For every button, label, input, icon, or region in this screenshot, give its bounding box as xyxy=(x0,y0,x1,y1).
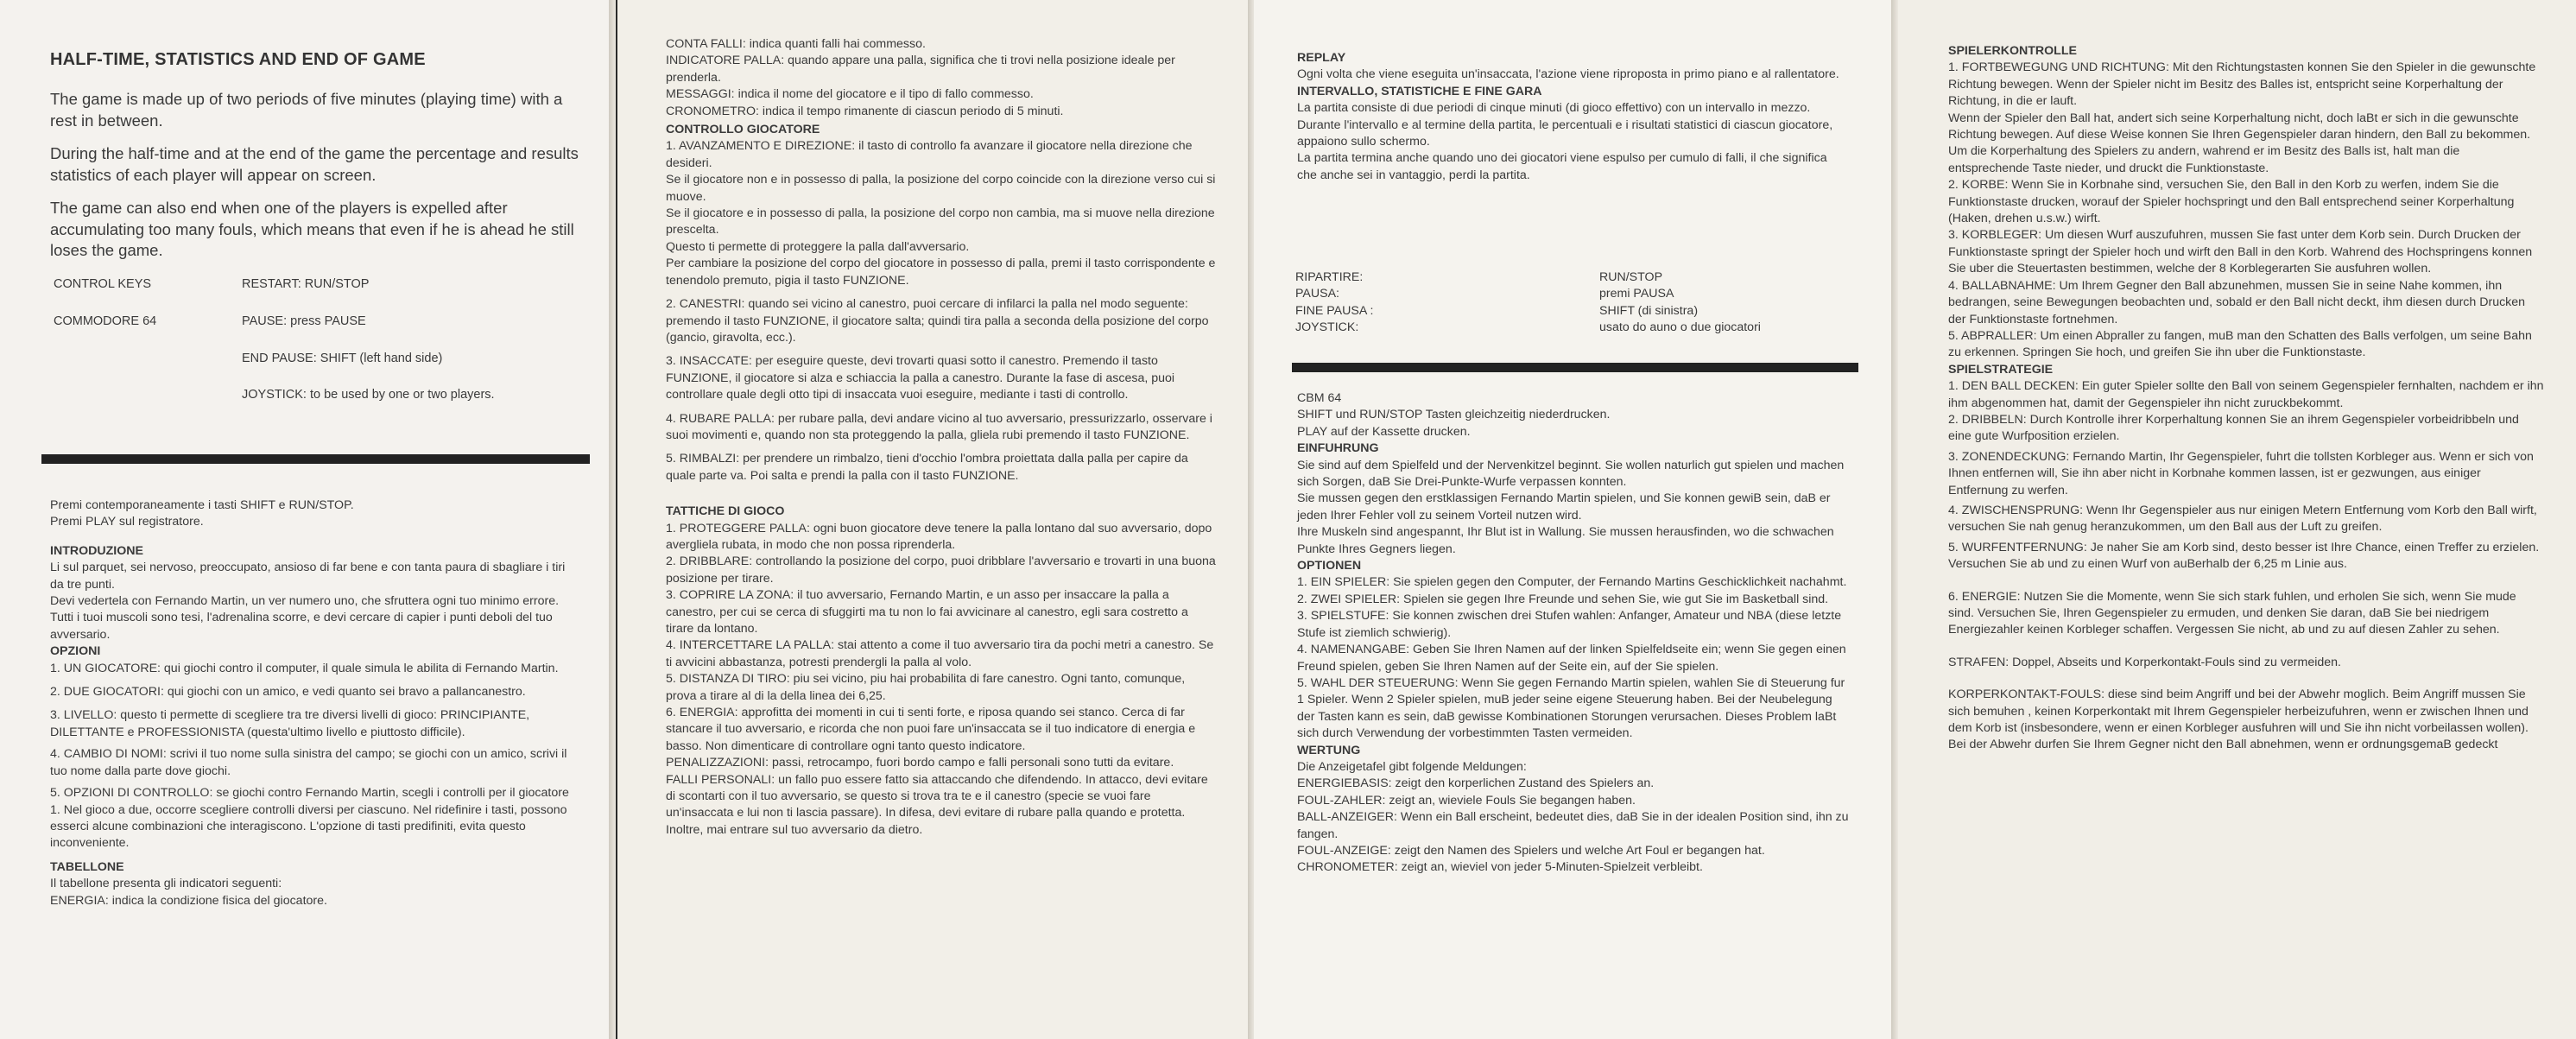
page-panel-1 xyxy=(0,0,615,1039)
list-item: 3. SPIELSTUFE: Sie konnen zwischen drei Stufen wahlen: Anfanger, Amateur und NBA (diese letzte Stufe ist ziemlich schwierig). xyxy=(1297,609,1842,640)
text-line: Ogni volta che viene eseguita un'insaccata, l'azione viene riproposta in primo piano e al rallentatore. xyxy=(1297,67,1839,82)
text-line: ENERGIA: indica la condizione fisica del giocatore. xyxy=(50,893,327,908)
text-line: Il tabellone presenta gli indicatori seguenti: xyxy=(50,877,282,891)
list-item: 2. DUE GIOCATORI: qui giochi con un amico, e vedi quanto sei bravo a pallancanestro. xyxy=(50,685,526,700)
text-line: Tutti i tuoi muscoli sono tesi, l'adrenalina scorre, e devi cercare di capier i punti deboli del tuo avversario. xyxy=(50,611,553,642)
section-heading: SPIELSTRATEGIE xyxy=(1948,362,2054,377)
key-value: usato do auno o due giocatori xyxy=(1599,320,1761,335)
list-item: 4. BALLABNAHME: Um Ihrem Gegner den Ball abzunehmen, mussen Sie in seine Nahe kommen, ihn bedrangen, seine Bewegungen beobachten und, sobald er den Ball nicht deckt, ihm diesen durch Drucken der Funktionstaste fortnehmen. xyxy=(1948,278,2526,326)
list-item: 1. FORTBEWEGUNG UND RICHTUNG: Mit den Richtungstasten konnen Sie den Spieler in die gewunschte Richtung bewegen. Wenn der Spieler nicht im Besitz des Balles ist, entspricht seine Korperhaltung der Richtung, in die er lauft. xyxy=(1948,60,2536,109)
key-value: SHIFT (di sinistra) xyxy=(1599,303,1699,318)
section-heading: TABELLONE xyxy=(50,859,124,874)
section-heading: OPZIONI xyxy=(50,644,101,659)
text-line: Questo ti permette di proteggere la palla dall'avversario. xyxy=(666,239,970,254)
key-label: JOYSTICK: xyxy=(1295,320,1359,335)
list-item: 6. ENERGIE: Nutzen Sie die Momente, wenn Sie sich stark fuhlen, und erholen Sie sich, wenn Sie mude sind. Versuchen Sie, Ihren Gegenspieler zu ermuden, und denken Sie daran, daB Sie bei niedrigem Energiezahler keinen Korbleger schaffen. Vergessen Sie nicht, ab und zu auf diesen Zahler zu sehen. xyxy=(1948,589,2516,637)
section-heading: INTERVALLO, STATISTICHE E FINE GARA xyxy=(1297,84,1542,98)
text-line: BALL-ANZEIGER: Wenn ein Ball erscheint, bedeutet dies, daB Sie in der idealen Position sind, ihn zu fangen. xyxy=(1297,810,1849,841)
page-fold xyxy=(609,0,616,1039)
text-line: FOUL-ZAHLER: zeigt an, wieviele Fouls Sie begangen haben. xyxy=(1297,793,1636,808)
paragraph: The game can also end when one of the players is expelled after accumulating too many fouls, which means that even if he is ahead he still loses the game. xyxy=(50,199,574,259)
text-line: STRAFEN: Doppel, Abseits und Korperkontakt-Fouls sind zu vermeiden. xyxy=(1948,655,2341,669)
end-pause-key: END PAUSE: SHIFT (left hand side) xyxy=(242,351,443,365)
list-item: 5. WURFENTFERNUNG: Je naher Sie am Korb sind, desto besser ist Ihre Chance, einen Treffer zu erzielen. Versuchen Sie ab und zu einen Wurf von auBerhalb der 6,25 m Linie aus. xyxy=(1948,540,2540,572)
text-line: Se il giocatore non e in possesso di palla, la posizione del corpo coincide con la direzione verso cui si muove. xyxy=(666,173,1216,204)
control-keys-label: CONTROL KEYS xyxy=(54,276,152,291)
list-item: 4. NAMENANGABE: Geben Sie Ihren Namen auf der linken Spielfeldseite ein; wenn Sie gegen einen Freund spielen, geben Sie Ihren Namen auf der Seite ein, auf der Sie spielen. xyxy=(1297,643,1846,674)
list-item: 1. DEN BALL DECKEN: Ein guter Spieler sollte den Ball von seinem Gegenspieler fernhalten, nachdem er ihn ihm abgenommen hat, damit der Gegenspieler ihn nicht zuruckbekommt. xyxy=(1948,379,2544,410)
key-label: PAUSA: xyxy=(1295,287,1339,301)
text-line: CHRONOMETER: zeigt an, wieviel von jeder 5-Minuten-Spielzeit verbleibt. xyxy=(1297,860,1703,875)
text-line: SHIFT und RUN/STOP Tasten gleichzeitig niederdrucken. xyxy=(1297,408,1611,422)
text-line: MESSAGGI: indica il nome del giocatore e il tipo di fallo commesso. xyxy=(666,87,1034,102)
list-item: 5. ABPRALLER: Um einen Abpraller zu fangen, muB man den Schatten des Balls verfolgen, um seine Bahn zu erkennen. Springen Sie hoch, und greifen Sie ihn uber die Funktionstaste. xyxy=(1948,328,2532,360)
list-item: 2. DRIBBELN: Durch Kontrolle ihrer Korperhaltung konnen Sie an ihrem Gegenspieler vorbeidribbeln und eine gute Wurfposition erzielen. xyxy=(1948,412,2519,444)
list-item: 3. INSACCATE: per eseguire queste, devi trovarti quasi sotto il canestro. Premendo il tasto FUNZIONE, il giocatore si alza e schiaccia la palla a canestro. Durante la fase di ascesa, puoi controllare quale degli otto tipi di insaccata vuoi eseguire, mediante i tasti di controllo. xyxy=(666,354,1175,402)
list-item: 3. COPRIRE LA ZONA: il tuo avversario, Fernando Martin, e un asso per insaccare la palla a canestro, per cui se cerca di sfuggirti ma tu non lo fai avvicinare al canestro, egli sara costretto a tirare da lontano. xyxy=(666,588,1188,636)
list-item: 2. CANESTRI: quando sei vicino al canestro, puoi cercare di infilarci la palla nel modo seguente: premendo il tasto FUNZIONE, il giocatore salta; quindi tira palla a seconda della posizione del corpo (gancio, giravolta, ecc.). xyxy=(666,297,1209,345)
page-panel-2 xyxy=(617,0,1250,1039)
key-value: premi PAUSA xyxy=(1599,287,1674,301)
text-line: Die Anzeigetafel gibt folgende Meldungen: xyxy=(1297,759,1527,774)
pause-key: PAUSE: press PAUSE xyxy=(242,314,366,328)
section-heading: EINFUHRUNG xyxy=(1297,441,1379,456)
list-item: 5. RIMBALZI: per prendere un rimbalzo, tieni d'occhio l'ombra proiettata dalla palla per capire da quale parte va. Poi salta e prendi la palla con il tasto FUNZIONE. xyxy=(666,452,1188,483)
section-heading: TATTICHE DI GIOCO xyxy=(666,504,785,519)
page-panel-3 xyxy=(1254,0,1893,1039)
text-line: CONTA FALLI: indica quanti falli hai commesso. xyxy=(666,37,926,51)
page-title: HALF-TIME, STATISTICS AND END OF GAME xyxy=(50,50,426,69)
divider-bar xyxy=(1292,363,1858,372)
section-heading: INTRODUZIONE xyxy=(50,543,143,558)
text-line: KORPERKONTAKT-FOULS: diese sind beim Angriff und bei der Abwehr moglich. Beim Angriff mussen Sie sich bemuhen , keinen Korperkontakt mit Ihrem Gegenspieler herbeizufuhren, wenn er zwischen Ihnen und dem Korb ist (insbesondere, wenn er einen Korbleger ausfuhren will und Sie ihn nicht vorbeilassen wollen). Bei der Abwehr durfen Sie Ihrem Gegner nicht den Ball abnehmen, wenn er ordnungsgemaB gedeckt xyxy=(1948,687,2529,752)
key-label: RIPARTIRE: xyxy=(1295,270,1364,284)
text-line: INDICATORE PALLA: quando appare una palla, significa che ti trovi nella posizione ideale per prenderla. xyxy=(666,54,1175,85)
key-label: FINE PAUSA : xyxy=(1295,303,1374,318)
list-item: 1. EIN SPIELER: Sie spielen gegen den Computer, der Fernando Martins Geschicklichkeit nachahmt. xyxy=(1297,575,1847,590)
text-line: Sie sind auf dem Spielfeld und der Nervenkitzel beginnt. Sie wollen naturlich gut spielen und machen sich Sorgen, daB Sie Drei-Punkte-Wurfe verpassen konnten. xyxy=(1297,458,1845,490)
list-item: 4. INTERCETTARE LA PALLA: stai attento a come il tuo avversario tira da pochi metri a canestro. Se ti avvicini abbastanza, potresti prendergli la palla al volo. xyxy=(666,638,1214,669)
list-item: 5. OPZIONI DI CONTROLLO: se giochi contro Fernando Martin, scegli i controlli per il giocatore 1. Nel gioco a due, occorre scegliere controlli diversi per ciascuno. Nel ridefinire i tasti, possono esserci alcune combinazioni che interagiscono. L'opzione di tasti predifiniti, evita questo inconveniente. xyxy=(50,786,569,851)
section-heading: CONTROLLO GIOCATORE xyxy=(666,123,820,137)
text-line: Sie mussen gegen den erstklassigen Fernando Martin spielen, und Sie konnen gewiB sein, daB er jeden Ihrer Fehler voll zu seinem Vorteil nutzen wird. xyxy=(1297,491,1831,523)
text-line: La partita consiste di due periodi di cinque minuti (di gioco effettivo) con un intervallo in mezzo. xyxy=(1297,101,1811,116)
key-value: RUN/STOP xyxy=(1599,270,1663,284)
text-line: Li sul parquet, sei nervoso, preoccupato, ansioso di far bene e con tanta paura di sbagliare i tiri da tre punti. xyxy=(50,561,566,592)
text-line: Durante l'intervallo e al termine della partita, le percentuali e i risultati statistici di ciascun giocatore, appaiono sullo schermo. xyxy=(1297,117,1833,149)
text-line: Premi contemporaneamente i tasti SHIFT e RUN/STOP. xyxy=(50,498,354,512)
list-item: 3. LIVELLO: questo ti permette di scegliere tra tre diversi livelli di gioco: PRINCIPIANTE, DILETTANTE e PROFESSIONISTA (questa'ultimo livello e piuttosto difficile). xyxy=(50,708,530,739)
list-item: 3. ZONENDECKUNG: Fernando Martin, Ihr Gegenspieler, fuhrt die tollsten Korbleger aus. Wenn er sich von Ihnen entfernen will, Sie ihn aber nicht in Korbnahe kommen lassen, ist er gezwungen, aus einiger Entfernung zu werfen. xyxy=(1948,449,2534,497)
list-item: 2. DRIBBLARE: controllando la posizione del corpo, puoi dribblare l'avversario e trovarti in una buona posizione per tirare. xyxy=(666,554,1216,586)
text-line: ENERGIEBASIS: zeigt den korperlichen Zustand des Spielers an. xyxy=(1297,776,1655,791)
list-item: 1. AVANZAMENTO E DIREZIONE: il tasto di controllo fa avanzare il giocatore nella direzione che desideri. xyxy=(666,139,1193,170)
page-fold xyxy=(1891,0,1898,1039)
paragraph: The game is made up of two periods of five minutes (playing time) with a rest in between. xyxy=(50,90,563,130)
text-line: CRONOMETRO: indica il tempo rimanente di ciascun periodo di 5 minuti. xyxy=(666,104,1064,118)
text-line: Wenn der Spieler den Ball hat, andert sich seine Korperhaltung nicht, doch laBt er sich in die gewunschte Richtung bewegen. Auf diese Weise konnen Sie Ihren Gegenspieler daran hindern, den Ball zu bekommen. Um die Korperhaltung des Spielers zu andern, wahrend er im Besitz des Balls ist, halt man die entsprechende Taste nieder, und druckt die Funktionstaste. xyxy=(1948,111,2531,175)
page-panel-4 xyxy=(1898,0,2576,1039)
section-heading: SPIELERKONTROLLE xyxy=(1948,44,2077,58)
text-line: PENALIZZAZIONI: passi, retrocampo, fuori bordo campo e falli personali sono tutti da evitare. xyxy=(666,756,1174,770)
text-line: Ihre Muskeln sind angespannt, Ihr Blut ist in Wallung. Sie mussen herausfinden, wo die schwachen Punkte Ihres Gegners liegen. xyxy=(1297,525,1834,556)
list-item: 3. KORBLEGER: Um diesen Wurf auszufuhren, mussen Sie fast unter dem Korb sein. Durch Drucken der Funktionstaste springt der Spieler hoch und wirft den Ball in den Korb. Wahrend des Hochspringens konnen Sie uber die Steuertasten bestimmen, welche der 8 Korblegerarten Sie ausfuhren wollen. xyxy=(1948,228,2533,276)
section-heading: OPTIONEN xyxy=(1297,559,1362,573)
divider-bar xyxy=(41,454,590,464)
text-line: La partita termina anche quando uno dei giocatori viene espulso per cumulo di falli, il che significa che anche sei in vantaggio, perdi la partita. xyxy=(1297,151,1827,182)
text-line: FALLI PERSONALI: un fallo puo essere fatto sia attaccando che difendendo. In attacco, devi evitare di scontarti con il tuo avversario, se questo si trova tra te e il canestro (specie se vuoi fare un'insaccata e lui non ti lascia passare). In difesa, devi evitare di rubare palla quando e protetta. Inoltre, mai entrare sul tuo avversario da dietro. xyxy=(666,772,1208,837)
text-line: Devi vedertela con Fernando Martin, un ver numero uno, che sfruttera ogni tuo minimo errore. xyxy=(50,594,560,609)
list-item: 4. ZWISCHENSPRUNG: Wenn Ihr Gegenspieler aus nur einigen Metern Entfernung vom Korb den Ball wirft, versuchen Sie nah genug heranzukommen, um den Ball aus der Luft zu greifen. xyxy=(1948,503,2537,535)
list-item: 6. ENERGIA: approfitta dei momenti in cui ti senti forte, e riposa quando sei stanco. Cerca di far stancare il tuo avversario, e ricorda che non puoi fare un'insaccata se il tuo indicatore di energia e basso. Non dimenticare di controllare ogni tanto questo indicatore. xyxy=(666,706,1196,753)
section-heading: REPLAY xyxy=(1297,51,1346,65)
text-line: Per cambiare la posizione del corpo del giocatore in possesso di palla, premi il tasto corrispondente e tenendolo premuto, pigia il tasto FUNZIONE. xyxy=(666,257,1216,288)
text-line: FOUL-ANZEIGE: zeigt den Namen des Spielers und welche Art Foul er begangen hat. xyxy=(1297,843,1765,858)
list-item: 4. RUBARE PALLA: per rubare palla, devi andare vicino al tuo avversario, pressurizzarlo, osservare i suoi movimenti e, quando non sta proteggendo la palla, gliela rubi premendo il tasto FUNZIONE. xyxy=(666,411,1212,442)
list-item: 2. KORBE: Wenn Sie in Korbnahe sind, versuchen Sie, den Ball in den Korb zu werfen, indem Sie die Funktionstaste drucken, worauf der Spieler hochspringt und den Ball entsprechend seiner Korperhaltung (Haken, drehen u.s.w.) wirft. xyxy=(1948,178,2515,226)
joystick-key: JOYSTICK: to be used by one or two players. xyxy=(242,387,495,402)
list-item: 5. DISTANZA DI TIRO: piu sei vicino, piu hai probabilita di fare canestro. Ogni tanto, comunque, prova a tirare al di la della linea dei 6,25. xyxy=(666,672,1186,703)
list-item: 1. UN GIOCATORE: qui giochi contro il computer, il quale simula le abilita di Fernando Martin. xyxy=(50,661,559,675)
list-item: 4. CAMBIO DI NOMI: scrivi il tuo nome sulla sinistra del campo; se giochi con un amico, scrivi il tuo nome dalla parte dove giochi. xyxy=(50,747,567,778)
restart-key: RESTART: RUN/STOP xyxy=(242,276,370,291)
text-line: Se il giocatore e in possesso di palla, la posizione del corpo non cambia, ma si muove nella direzione prescelta. xyxy=(666,206,1215,238)
section-heading: WERTUNG xyxy=(1297,743,1361,757)
list-item: 1. PROTEGGERE PALLA: ogni buon giocatore deve tenere la palla lontano dal suo avversario, dopo avergliela rubata, in modo che non possa riprenderla. xyxy=(666,521,1212,552)
text-line: PLAY auf der Kassette drucken. xyxy=(1297,424,1471,439)
commodore-label: COMMODORE 64 xyxy=(54,314,157,328)
list-item: 5. WAHL DER STEUERUNG: Wenn Sie gegen Fernando Martin spielen, wahlen Sie di Steuerung fur 1 Spieler. Wenn 2 Spieler spielen, muB jeder seine eigene Steuerung haben. Bei der Neubelegung der Tasten kann es sein, daB gewisse Kombinationen Storungen verursachen. Dieses Problem laBt sich durch Verwendung der vorbestimmten Tasten vermeiden. xyxy=(1297,675,1845,741)
list-item: 2. ZWEI SPIELER: Spielen sie gegen Ihre Freunde und sehen Sie, wie gut Sie im Basketball sind. xyxy=(1297,592,1829,606)
text-line: Premi PLAY sul registratore. xyxy=(50,515,204,529)
paragraph: During the half-time and at the end of the game the percentage and results statistics of each player will appear on screen. xyxy=(50,144,579,184)
text-line: CBM 64 xyxy=(1297,391,1342,405)
